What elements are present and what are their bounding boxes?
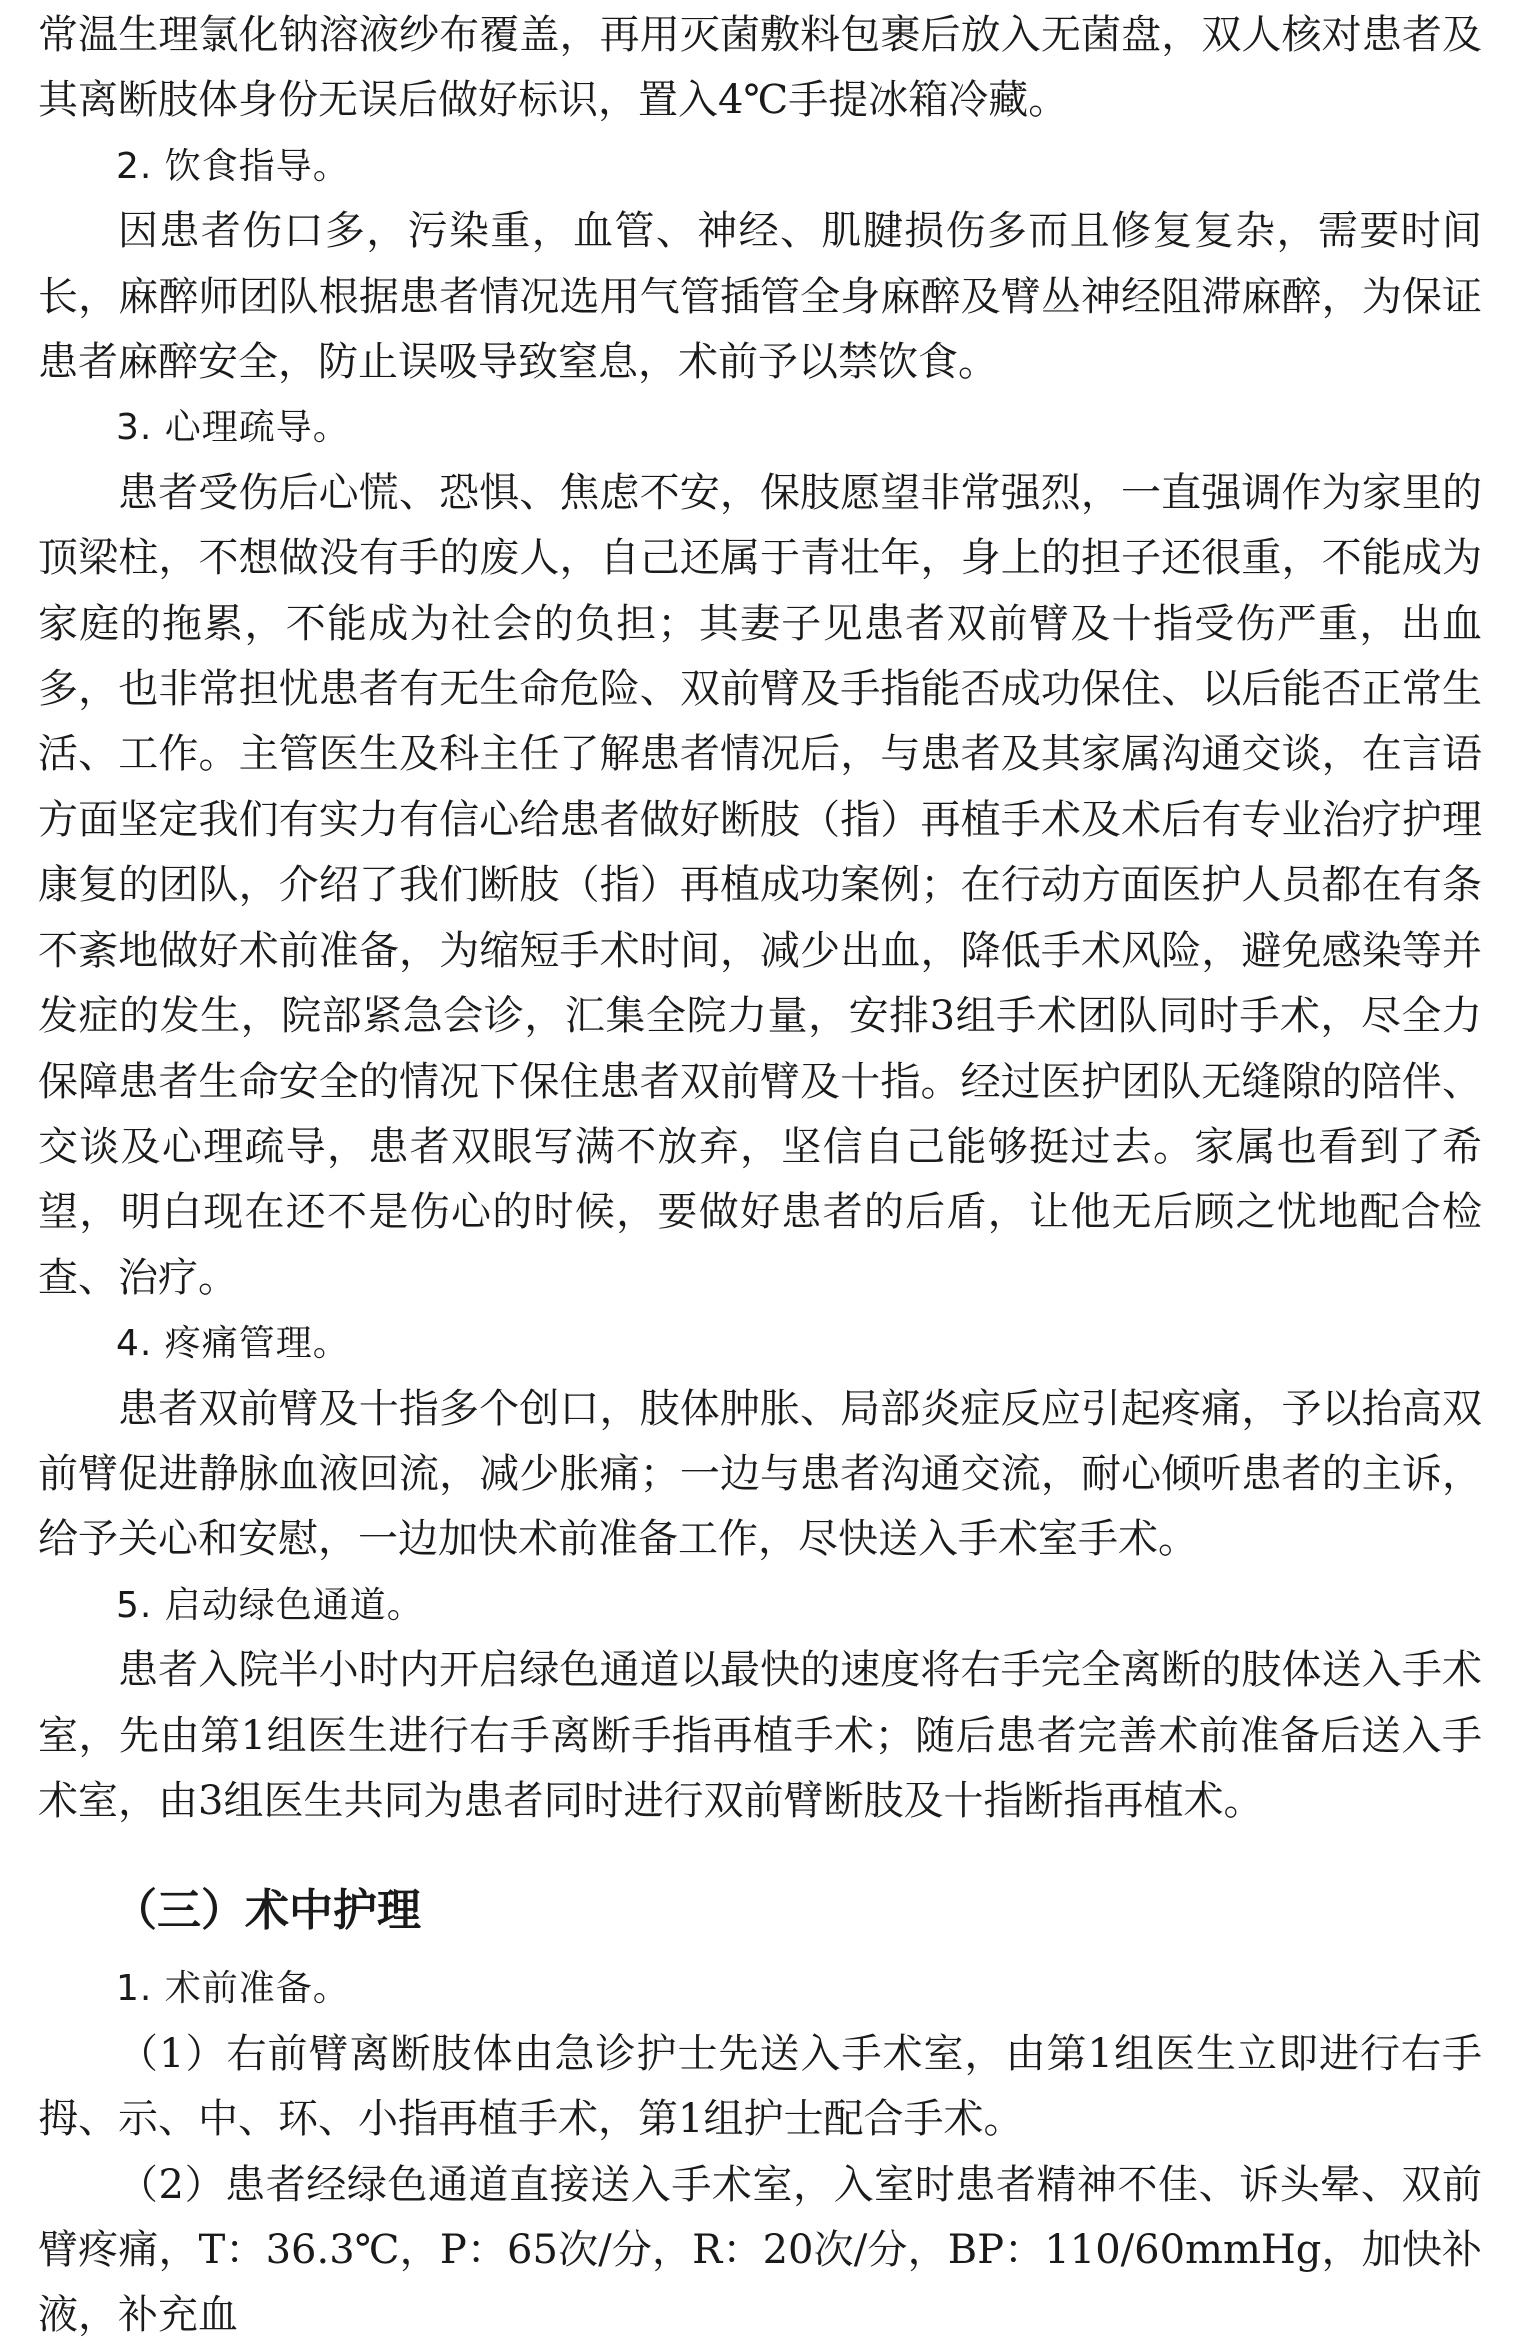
paragraph-preparation-item-1: （1）右前臂离断肢体由急诊护士先送入手术室，由第1组医生立即进行右手拇、示、中、环、小指再植手术，第1组护士配合手术。 [38, 2030, 1482, 2143]
heading-green-channel: 5. 启动绿色通道。 [116, 1584, 424, 1626]
document-page [38, 0, 1482, 2339]
paragraph-diet-guidance: 因患者伤口多，污染重，血管、神经、肌腱损伤多而且修复复杂，需要时间长，麻醉师团队根据患者情况选用气管插管全身麻醉及臂丛神经阻滞麻醉，为保证患者麻醉安全，防止误吸导致窒息，术前予以禁饮食。 [38, 208, 1482, 386]
paragraph-psychological-counseling: 患者受伤后心慌、恐惧、焦虑不安，保肢愿望非常强烈，一直强调作为家里的顶梁柱，不想做没有手的废人，自己还属于青壮年，身上的担子还很重，不能成为家庭的拖累，不能成为社会的负担；其妻子见患者双前臂及十指受伤严重，出血多，也非常担忧患者有无生命危险、双前臂及手指能否成功保住、以后能否正常生活、工作。主管医生及科主任了解患者情况后，与患者及其家属沟通交谈，在言语方面坚定我们有实力有信心给患者做好断肢（指）再植手术及术后有专业治疗护理康复的团队，介绍了我们断肢（指）再植成功案例；在行动方面医护人员都在有条不紊地做好术前准备，为缩短手术时间，减少出血，降低手术风险，避免感染等并发症的发生，院部紧急会诊，汇集全院力量，安排3组手术团队同时手术，尽全力保障患者生命安全的情况下保住患者双前臂及十指。经过医护团队无缝隙的陪伴、交谈及心理疏导，患者双眼写满不放弃，坚信自己能够挺过去。家属也看到了希望，明白现在还不是伤心的时候，要做好患者的后盾，让他无后顾之忧地配合检查、治疗。 [38, 469, 1482, 1301]
heading-psychological-counseling: 3. 心理疏导。 [116, 407, 350, 449]
paragraph-pain-management: 患者双前臂及十指多个创口，肢体肿胀、局部炎症反应引起疼痛，予以抬高双前臂促进静脉血液回流，减少胀痛；一边与患者沟通交流，耐心倾听患者的主诉，给予关心和安慰，一边加快术前准备工作，尽快送入手术室手术。 [38, 1385, 1482, 1563]
paragraph-green-channel: 患者入院半小时内开启绿色通道以最快的速度将右手完全离断的肢体送入手术室，先由第1组医生进行右手离断手指再植手术；随后患者完善术前准备后送入手术室，由3组医生共同为患者同时进行双前臂断肢及十指断指再植术。 [38, 1647, 1482, 1824]
paragraph-continuation: 常温生理氯化钠溶液纱布覆盖，再用灭菌敷料包裹后放入无菌盘，双人核对患者及其离断肢体身份无误后做好标识，置入4℃手提冰箱冷藏。 [38, 12, 1482, 124]
paragraph-preparation-item-2: （2）患者经绿色通道直接送入手术室，入室时患者精神不佳、诉头晕、双前臂疼痛，T：36.3℃，P：65次/分，R：20次/分，BP：110/60mmHg，加快补液，补充血 [38, 2161, 1482, 2339]
section-title-intraoperative-nursing: （三）术中护理 [113, 1885, 421, 1937]
heading-preoperative-preparation: 1. 术前准备。 [116, 1968, 350, 2010]
heading-diet-guidance: 2. 饮食指导。 [116, 145, 350, 187]
heading-pain-management: 4. 疼痛管理。 [116, 1323, 350, 1365]
